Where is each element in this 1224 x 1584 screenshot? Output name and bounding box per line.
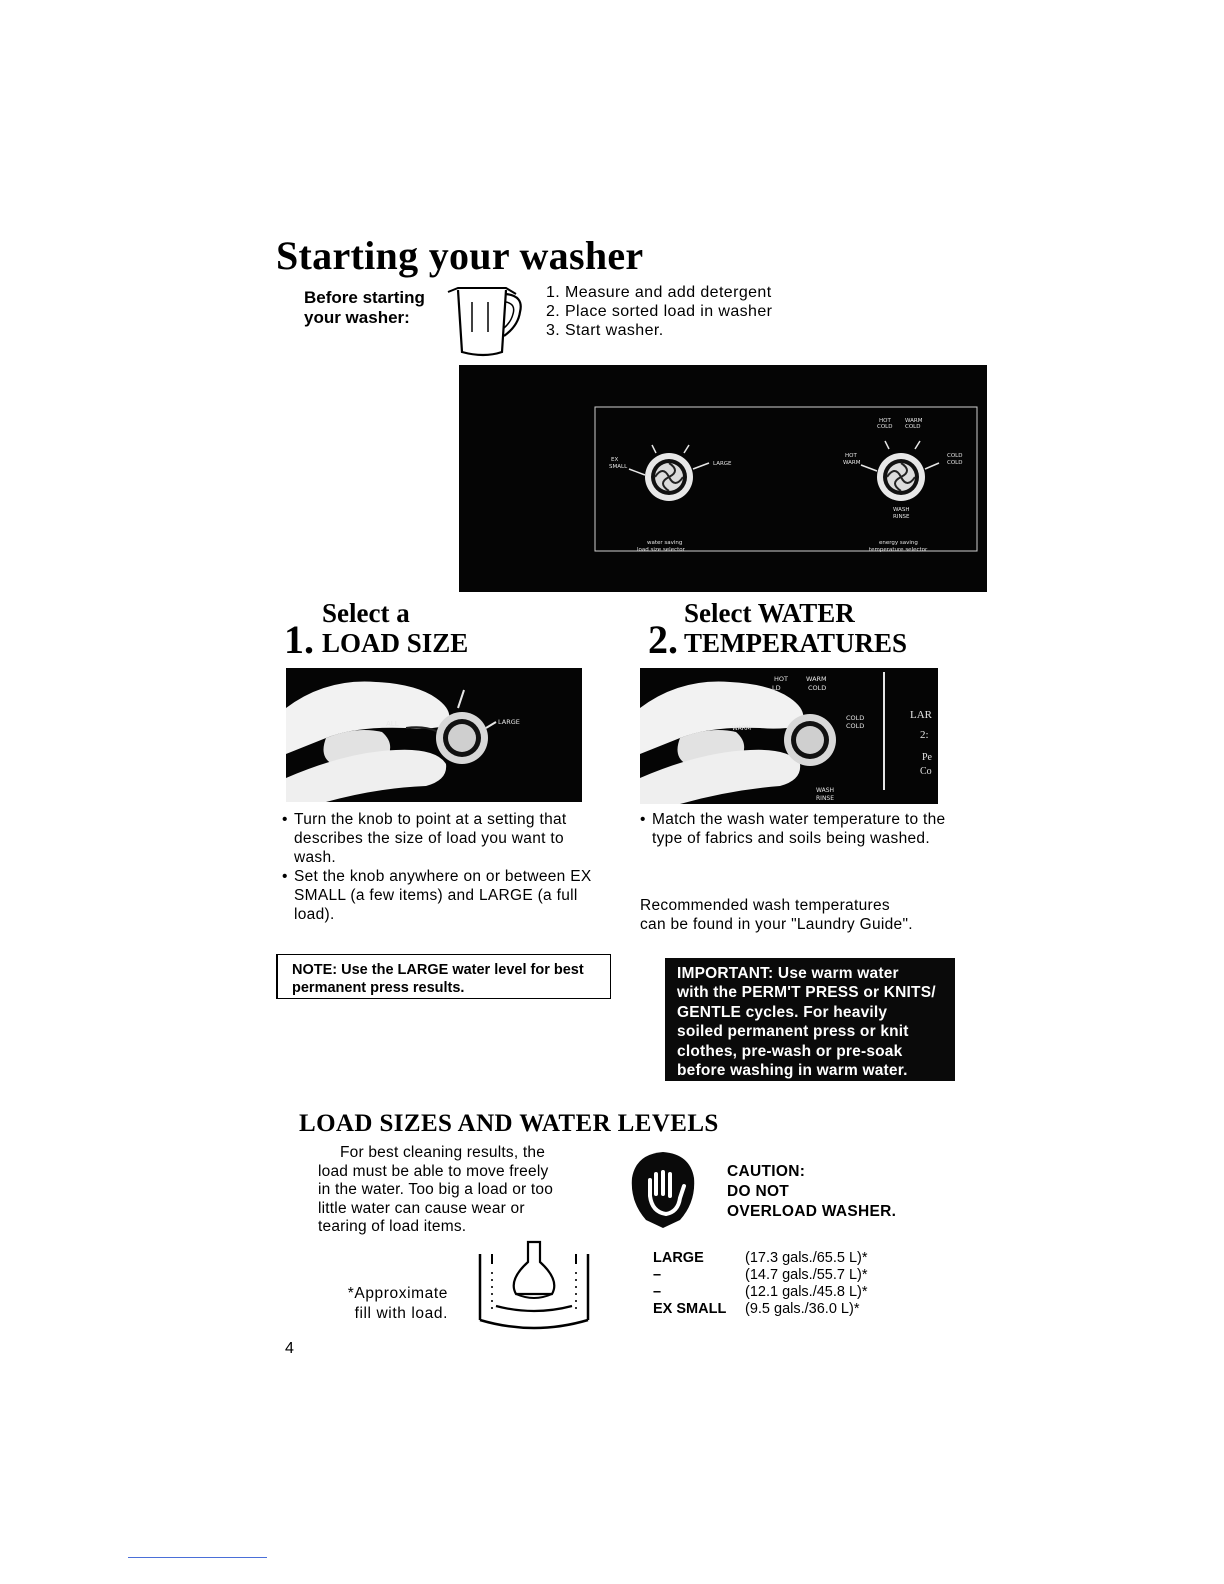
caution-hand-icon [628, 1150, 698, 1230]
caution-text: CAUTION: DO NOT OVERLOAD WASHER. [727, 1163, 897, 1220]
footer-rule [128, 1557, 267, 1558]
photo2-edge-text: LAR [910, 709, 932, 721]
svg-text:Co: Co [920, 766, 932, 777]
page-number: 4 [285, 1340, 294, 1357]
load-size-knob-icon [629, 445, 709, 501]
list-item: • Turn the knob to point at a setting that describes the size of load you want to wash. [282, 810, 598, 867]
measuring-cup-icon [440, 282, 536, 360]
step-1: 1. Measure and add detergent [546, 284, 772, 301]
photo2-label-right: COLD [846, 714, 865, 722]
svg-text:COLD: COLD [846, 722, 865, 730]
list-item: • Set the knob anywhere on or between EX SMALL (a few items) and LARGE (a full load). [282, 867, 598, 924]
before-label: Before starting your washer: [304, 288, 425, 327]
steps-list [546, 283, 772, 340]
photo1-label-left: ALL [386, 720, 399, 728]
photo1-label-right: LARGE [498, 718, 520, 726]
table-row: – (12.1 gals./45.8 L)* [653, 1284, 868, 1300]
section1-heading-bottom: LOAD SIZE [322, 628, 469, 658]
svg-text:Pe: Pe [922, 752, 932, 763]
section1-heading-top: Select a [322, 598, 410, 628]
load-sizes-heading: LOAD SIZES AND WATER LEVELS [299, 1110, 719, 1137]
temperature-knob-photo [640, 668, 938, 804]
step-3: 3. Start washer. [546, 322, 664, 339]
svg-text:load size selector: load size selector [637, 547, 685, 553]
svg-text:temperature selector: temperature selector [869, 547, 928, 553]
left-knob-caption: water saving [647, 540, 683, 546]
recommend-text: Recommended wash temperatures can be found in your "Laundry Guide". [640, 897, 913, 933]
svg-text:RINSE: RINSE [816, 795, 835, 802]
section2-heading-top: Select WATER [684, 598, 855, 628]
right-knob-caption: energy saving [879, 540, 918, 546]
load-sizes-intro: For best cleaning results, the load must be able to move freely in the water. Too big a load or too little water can cause wear or tearing of load items. [318, 1144, 554, 1236]
washer-tub-icon [470, 1240, 598, 1332]
section1-bullets [282, 810, 598, 924]
water-levels-table [653, 1250, 868, 1318]
photo2-label-left: WARM [732, 725, 752, 732]
temperature-knob-icon [861, 441, 939, 501]
step-2: 2. Place sorted load in washer [546, 303, 773, 320]
right-knob-label-top-left: HOT [879, 418, 891, 424]
svg-text:COLD: COLD [808, 684, 827, 692]
section1-number: 1. [284, 617, 314, 662]
svg-text:2:: 2: [920, 729, 929, 741]
table-row: LARGE (17.3 gals./65.5 L)* [653, 1250, 868, 1266]
photo2-label-bottom: WASH [816, 787, 835, 794]
list-item: • Match the wash water temperature to the type of fabrics and soils being washed. [640, 810, 970, 848]
important-box: IMPORTANT: Use warm water with the PERM'T PRESS or KNITS/ GENTLE cycles. For heavily soiled permanent press or knit clothes, pre-wash or pre-soak before washing in warm water. [665, 958, 955, 1081]
note-box: NOTE: Use the LARGE water level for best permanent press results. [276, 954, 611, 999]
table-row: – (14.7 gals./55.7 L)* [653, 1267, 868, 1283]
left-knob-label-left: EX [611, 457, 619, 463]
right-knob-label-bottom: WASH [893, 507, 910, 513]
right-knob-label-left: HOT [845, 453, 857, 459]
photo2-label-top-left: HOT [774, 675, 788, 683]
approximate-footnote: *Approximate fill with load. [347, 1285, 448, 1322]
svg-text:RINSE: RINSE [893, 514, 910, 520]
left-knob-label-right: LARGE [713, 461, 732, 467]
section2-heading-bottom: TEMPERATURES [684, 628, 908, 658]
page-title: Starting your washer [276, 233, 644, 278]
svg-text:COLD: COLD [947, 460, 963, 466]
svg-text:SMALL: SMALL [609, 464, 628, 470]
right-knob-label-right: COLD [947, 453, 963, 459]
svg-text:COLD: COLD [877, 424, 893, 430]
photo2-label-top-right: WARM [806, 675, 827, 683]
load-size-knob-photo [286, 668, 582, 802]
svg-text:LD: LD [772, 684, 781, 692]
table-row: EX SMALL (9.5 gals./36.0 L)* [653, 1301, 860, 1317]
right-knob-label-top-right: WARM [905, 418, 923, 424]
svg-text:WARM: WARM [843, 460, 861, 466]
section2-bullets [640, 810, 970, 848]
control-panel-illustration [459, 365, 987, 592]
section2-number: 2. [648, 617, 678, 662]
svg-text:COLD: COLD [905, 424, 921, 430]
